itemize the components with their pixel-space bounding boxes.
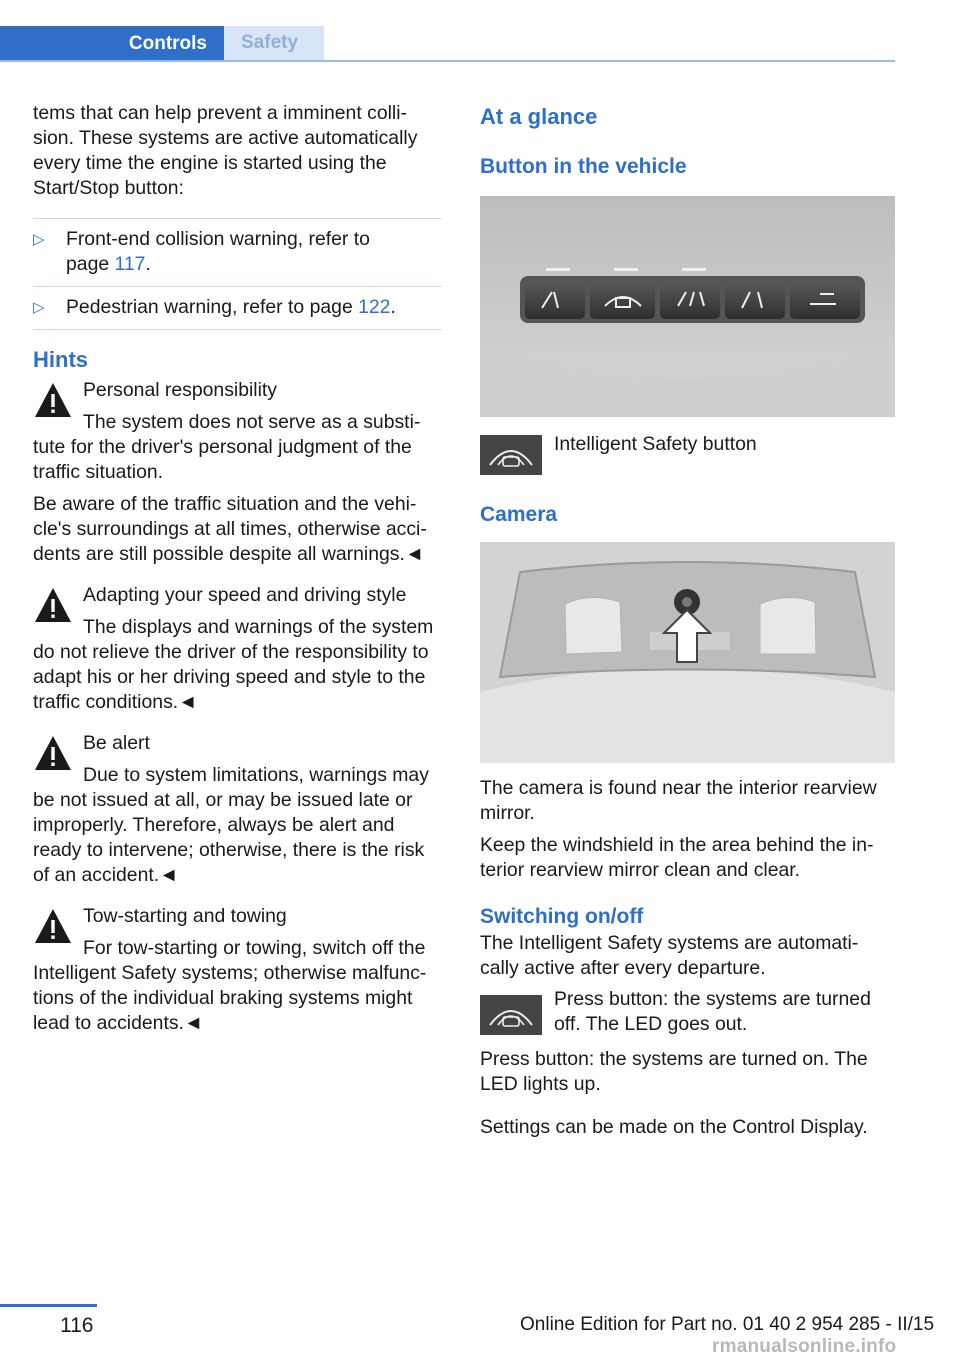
intelligent-safety-button-icon — [480, 435, 542, 475]
button-panel-photo — [480, 196, 895, 417]
page-link-122[interactable]: 122 — [358, 296, 391, 318]
warning-triangle-icon — [33, 733, 73, 773]
warning-text: lead to accidents.◄ — [33, 1012, 204, 1034]
warning-title: Personal responsibility — [83, 379, 278, 401]
camera-text: mirror. — [480, 802, 535, 824]
page-header — [0, 26, 895, 62]
intro-paragraph — [33, 101, 443, 201]
switching-heading: Switching on/off — [480, 905, 644, 928]
press-on-text: LED lights up. — [480, 1073, 601, 1095]
warning-title: Adapting your speed and driving style — [83, 584, 407, 606]
warning-text: traffic conditions.◄ — [33, 691, 198, 713]
camera-image — [480, 542, 895, 763]
bullet-triangle-icon: ▷ — [33, 299, 45, 316]
warning-triangle-icon — [33, 380, 73, 420]
button-heading: Button in the vehicle — [480, 155, 687, 178]
warning-block — [33, 378, 443, 567]
edition-text: Online Edition for Part no. 01 40 2 954 285 - II/15 — [520, 1314, 935, 1335]
bullet-divider — [33, 218, 442, 219]
warning-text: tute for the driver's personal judgment of the — [33, 436, 412, 458]
page-link-117[interactable]: 117 — [114, 253, 146, 275]
warning-text: Due to system limitations, warnings may — [83, 764, 429, 786]
at-a-glance-heading: At a glance — [480, 104, 598, 129]
intelligent-safety-button-icon — [480, 995, 542, 1035]
warning-text: ready to intervene; otherwise, there is the risk — [33, 839, 425, 861]
bullet-text: . — [145, 253, 151, 275]
page-number: 116 — [60, 1314, 94, 1337]
list-item — [33, 227, 443, 277]
warning-text: do not relieve the driver of the responsibility to — [33, 641, 429, 663]
bullet-triangle-icon: ▷ — [33, 231, 45, 248]
bullet-text: Front-end collision warning, refer to — [66, 228, 370, 250]
warning-text: be not issued at all, or may be issued late or — [33, 789, 413, 811]
warning-text: The system does not serve as a substi- — [83, 411, 421, 433]
intro-line: Start/Stop button: — [33, 177, 184, 199]
tab-controls[interactable]: Controls — [0, 26, 224, 62]
warning-text: improperly. Therefore, always be alert and — [33, 814, 395, 836]
warning-block — [33, 904, 443, 1036]
button-caption: Intelligent Safety button — [554, 433, 757, 455]
bullet-divider — [33, 286, 442, 287]
list-item — [33, 295, 443, 320]
windshield-text: terior rearview mirror clean and clear. — [480, 859, 801, 881]
warning-block — [33, 583, 443, 715]
warning-triangle-icon — [33, 585, 73, 625]
intro-line: every time the engine is started using the — [33, 152, 387, 174]
button-panel-image — [480, 196, 895, 417]
bullet-divider — [33, 329, 442, 330]
press-off-row — [480, 988, 896, 1047]
warning-title: Tow-starting and towing — [83, 905, 287, 927]
warning-text: Intelligent Safety systems; otherwise malfunc- — [33, 962, 427, 984]
warning-text: traffic situation. — [33, 461, 164, 483]
intro-line: tems that can help prevent a imminent colli- — [33, 102, 407, 124]
warning-text: The displays and warnings of the system — [83, 616, 434, 638]
warning-text: tions of the individual braking systems might — [33, 987, 413, 1009]
bullet-text: page — [66, 253, 115, 275]
intro-line: sion. These systems are active automatically — [33, 127, 418, 149]
settings-text: Settings can be made on the Control Display. — [480, 1116, 868, 1138]
press-on-text: Press button: the systems are turned on. The — [480, 1048, 868, 1070]
switching-text: The Intelligent Safety systems are automati- — [480, 932, 859, 954]
windshield-text: Keep the windshield in the area behind the in- — [480, 834, 874, 856]
bullet-text: Pedestrian warning, refer to page — [66, 296, 359, 318]
warning-text: cle's surroundings at all times, otherwise acci- — [33, 518, 427, 540]
warning-title: Be alert — [83, 732, 150, 754]
button-caption-row — [480, 435, 896, 477]
hints-heading: Hints — [33, 347, 88, 372]
warning-block — [33, 731, 443, 888]
watermark: rmanualsonline.info — [712, 1336, 897, 1357]
camera-photo — [480, 542, 895, 763]
switching-text: cally active after every departure. — [480, 957, 766, 979]
footer-rule — [0, 1304, 97, 1307]
warning-text: For tow-starting or towing, switch off the — [83, 937, 426, 959]
press-off-text: Press button: the systems are turned — [554, 988, 871, 1010]
left-column — [33, 101, 443, 1036]
camera-heading: Camera — [480, 503, 558, 526]
right-column — [480, 101, 896, 1140]
warning-text: of an accident.◄ — [33, 864, 179, 886]
bullet-text: . — [390, 296, 396, 318]
warning-text: dents are still possible despite all warnings.◄ — [33, 543, 425, 565]
header-divider — [0, 60, 895, 62]
press-off-text: off. The LED goes out. — [554, 1013, 748, 1035]
warning-text: Be aware of the traffic situation and the vehi- — [33, 493, 417, 515]
warning-text: adapt his or her driving speed and style to the — [33, 666, 426, 688]
camera-text: The camera is found near the interior rearview — [480, 777, 877, 799]
warning-triangle-icon — [33, 906, 73, 946]
tab-safety[interactable]: Safety — [224, 26, 324, 60]
